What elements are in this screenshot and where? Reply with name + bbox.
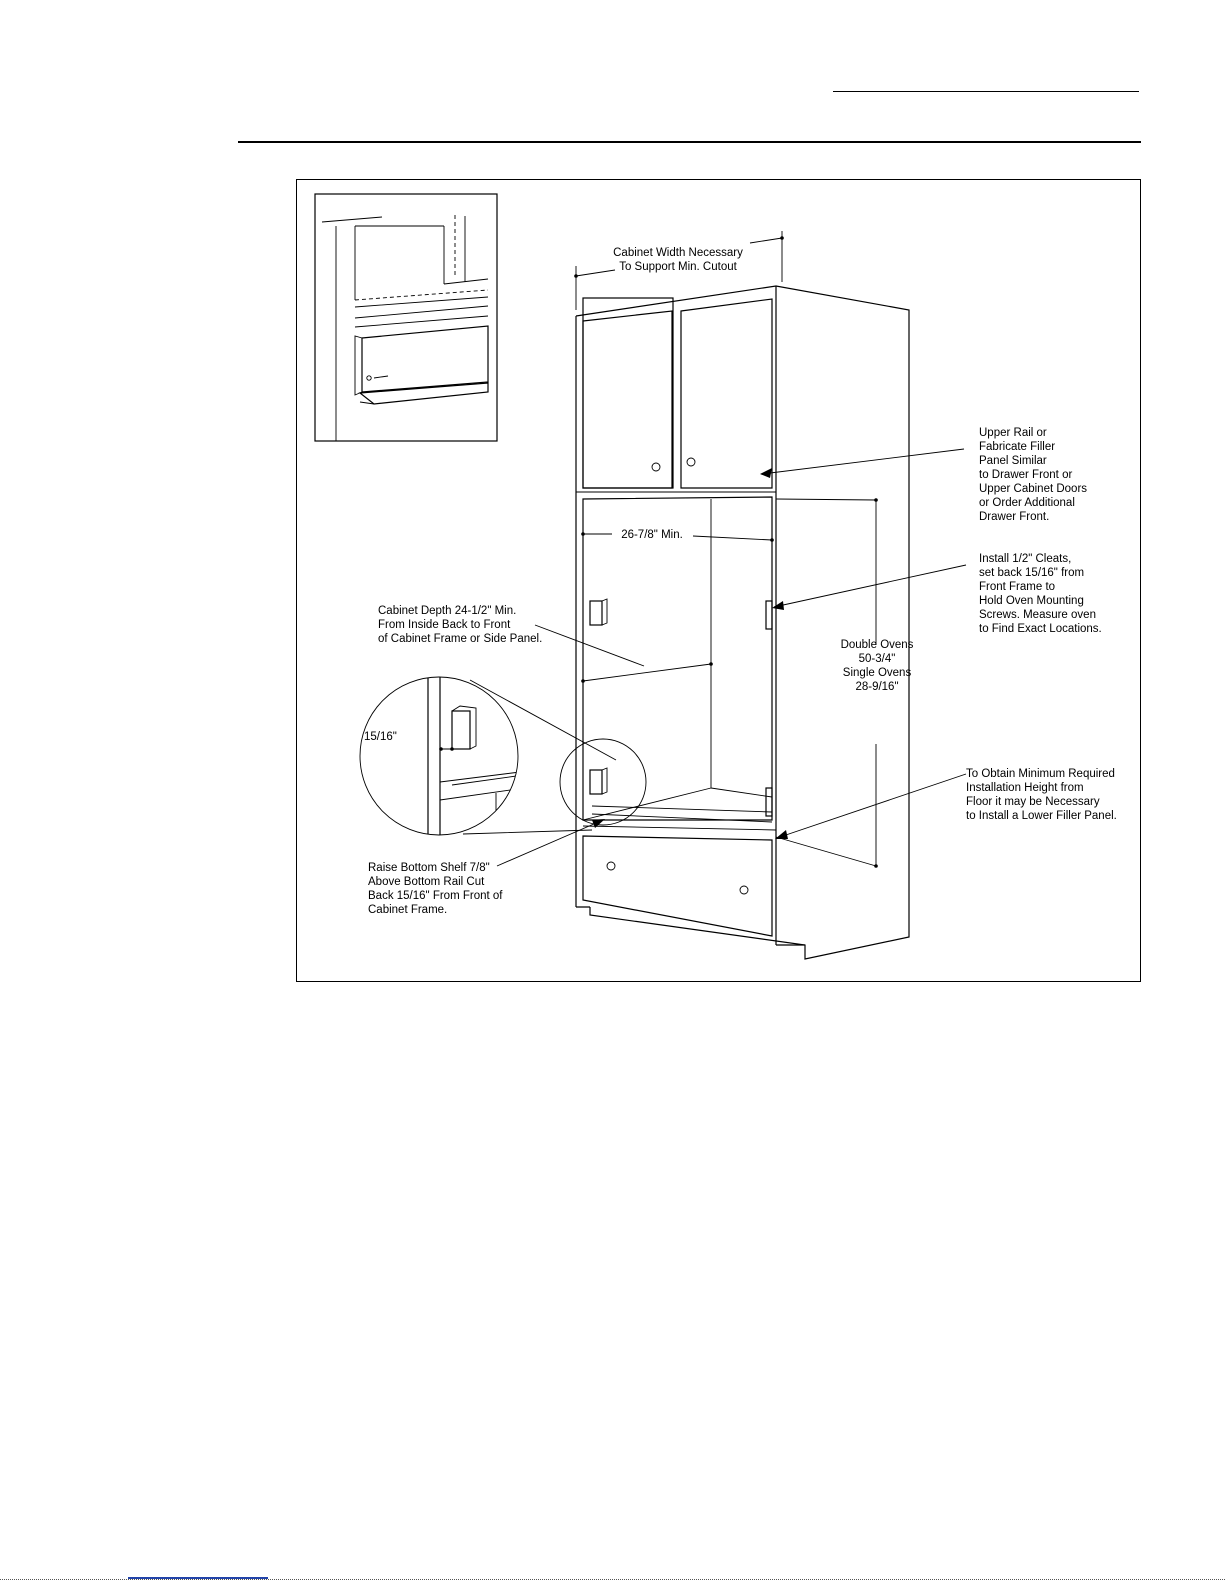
detail-magnifier xyxy=(360,660,646,850)
page-bottom-border xyxy=(0,1579,1225,1580)
label-raise-shelf-line2: Above Bottom Rail Cut xyxy=(368,876,485,888)
label-raise-shelf-line4: Cabinet Frame. xyxy=(368,904,448,916)
label-single-ovens: Single Ovens xyxy=(842,667,912,679)
label-upper-rail-line5: Upper Cabinet Doors xyxy=(979,483,1088,495)
label-upper-rail-line3: Panel Similar xyxy=(979,455,1047,467)
label-cleats-line5: Screws. Measure oven xyxy=(979,609,1096,621)
label-min-height-line3: Floor it may be Necessary xyxy=(966,796,1100,808)
label-single-ovens-height: 28-9/16" xyxy=(855,681,899,693)
label-cabinet-depth-line1: Cabinet Depth 24-1/2" Min. xyxy=(378,605,517,617)
label-cabinet-depth-line2: From Inside Back to Front xyxy=(378,619,511,631)
label-min-height-line2: Installation Height from xyxy=(966,782,1084,794)
label-cleats-line2: set back 15/16" from xyxy=(979,567,1085,579)
label-cleats-line3: Front Frame to xyxy=(979,581,1056,593)
label-raise-shelf-line3: Back 15/16" From Front of xyxy=(368,890,503,902)
label-min-height-line4: to Install a Lower Filler Panel. xyxy=(966,810,1117,822)
label-upper-rail-line6: or Order Additional xyxy=(979,497,1075,509)
label-min-height-line1: To Obtain Minimum Required xyxy=(966,768,1115,780)
label-raise-shelf-line1: Raise Bottom Shelf 7/8" xyxy=(368,862,490,874)
label-setback: 15/16" xyxy=(364,731,397,743)
label-cabinet-width-line2: To Support Min. Cutout xyxy=(619,261,737,273)
label-cleats-line1: Install 1/2" Cleats, xyxy=(979,553,1072,565)
label-cleats-line6: to Find Exact Locations. xyxy=(979,623,1102,635)
page-bottom-accent xyxy=(128,1577,268,1579)
label-upper-rail-line1: Upper Rail or xyxy=(979,427,1047,439)
label-upper-rail-line4: to Drawer Front or xyxy=(979,469,1073,481)
label-double-ovens-height: 50-3/4" xyxy=(858,653,896,665)
label-cabinet-depth-line3: of Cabinet Frame or Side Panel. xyxy=(378,633,543,645)
cabinet xyxy=(576,286,909,959)
label-cabinet-width-line1: Cabinet Width Necessary xyxy=(613,247,743,259)
label-min-width: 26-7/8" Min. xyxy=(621,529,683,541)
inset-oven-view xyxy=(315,194,497,441)
label-double-ovens: Double Ovens xyxy=(840,639,914,651)
label-upper-rail-line7: Drawer Front. xyxy=(979,511,1050,523)
leader-lines xyxy=(497,449,966,866)
dimension-lines xyxy=(574,231,878,868)
label-cleats-line4: Hold Oven Mounting xyxy=(979,595,1084,607)
label-upper-rail-line2: Fabricate Filler xyxy=(979,441,1056,453)
